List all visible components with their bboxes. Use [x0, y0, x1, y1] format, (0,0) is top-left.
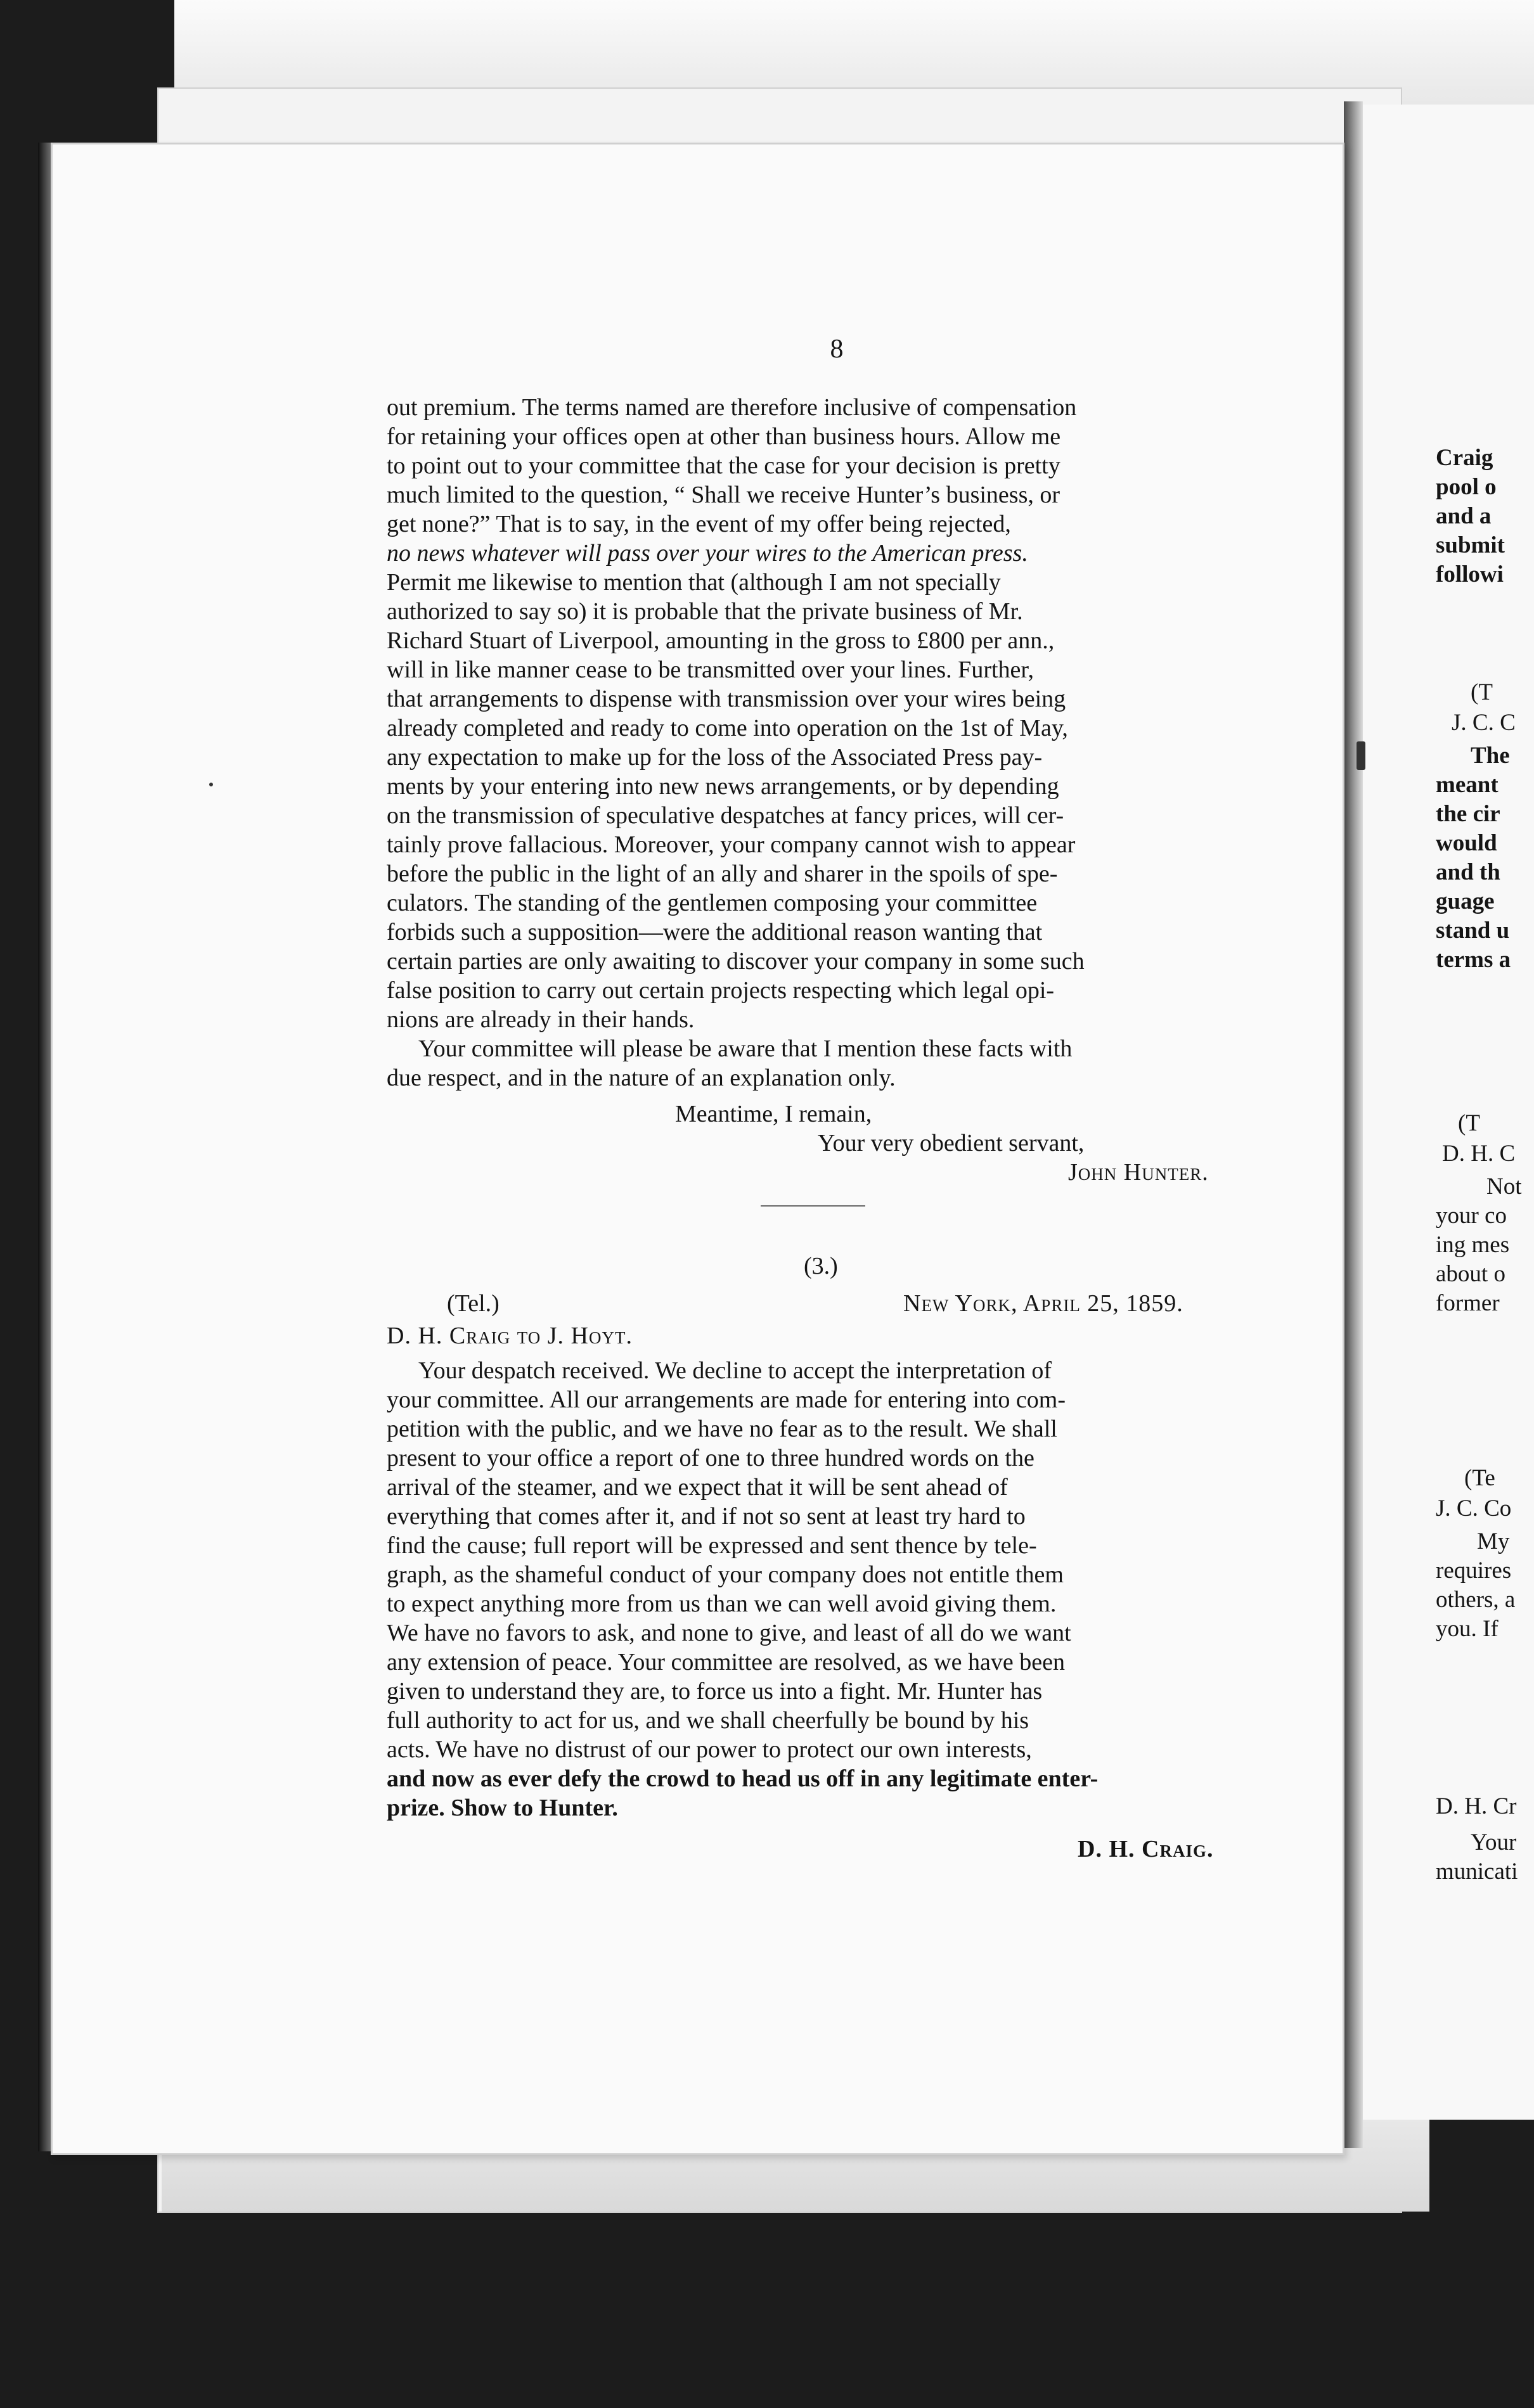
paper-speck [209, 783, 213, 786]
right-fragment-10: the cir [1436, 801, 1500, 827]
telegram-line-15: and now as ever defy the crowd to head us off in any legitimate enter- [387, 1765, 1099, 1792]
letter-line-1: out premium. The terms named are therefore inclusive of compensation [387, 394, 1077, 421]
letter-line-4: much limited to the question, “ Shall we receive Hunter’s business, or [387, 482, 1060, 508]
right-fragment-8: The [1471, 743, 1510, 769]
telegram-line-5: arrival of the steamer, and we expect that it will be sent ahead of [387, 1474, 1008, 1501]
right-fragment-2: pool o [1436, 474, 1497, 500]
telegram-signature: D. H. Craig. [1078, 1836, 1214, 1862]
letter-closing-1: Meantime, I remain, [675, 1101, 872, 1127]
telegram-type: (Tel.) [447, 1290, 500, 1317]
right-fragment-4: submit [1436, 532, 1505, 558]
binding-mark [1357, 741, 1365, 770]
telegram-line-6: everything that comes after it, and if not so sent at least try hard to [387, 1503, 1026, 1530]
telegram-line-16: prize. Show to Hunter. [387, 1795, 618, 1821]
letter-line-14: ments by your entering into new news arrangements, or by depending [387, 773, 1059, 800]
right-fragment-6: (T [1471, 679, 1493, 705]
letter-body [387, 393, 1284, 1092]
right-fragment-29: D. H. Cr [1436, 1793, 1517, 1819]
right-fragment-1: Craig [1436, 445, 1493, 471]
right-fragment-28: you. If [1436, 1616, 1499, 1642]
right-fragment-26: requires [1436, 1558, 1512, 1584]
right-fragment-15: terms a [1436, 947, 1511, 973]
right-fragment-31: municati [1436, 1859, 1518, 1885]
right-fragment-18: Not [1486, 1174, 1522, 1200]
right-fragment-11: would [1436, 830, 1497, 856]
letter-line-5: get none?” That is to say, in the event of my offer being rejected, [387, 511, 1011, 537]
left-scan-shadow [38, 143, 51, 2151]
letter-signature: John Hunter. [1068, 1159, 1209, 1186]
letter-line-10: will in like manner cease to be transmitted over your lines. Further, [387, 656, 1034, 683]
telegram-number: (3.) [804, 1253, 838, 1279]
right-fragment-21: about o [1436, 1261, 1505, 1287]
right-fragment-20: ing mes [1436, 1232, 1510, 1258]
letter-line-6: no news whatever will pass over your wires to the American press. [387, 540, 1028, 567]
letter-line-15: on the transmission of speculative despatches at fancy prices, will cer- [387, 802, 1064, 829]
letter-line-20: certain parties are only awaiting to discover your company in some such [387, 948, 1085, 975]
telegram-line-10: We have no favors to ask, and none to give, and least of all do we want [387, 1620, 1071, 1646]
right-fragment-19: your co [1436, 1203, 1507, 1229]
telegram-line-3: petition with the public, and we have no fear as to the result. We shall [387, 1416, 1057, 1442]
right-fragment-12: and th [1436, 859, 1500, 885]
right-fragment-7: J. C. C [1452, 710, 1516, 736]
letter-line-7: Permit me likewise to mention that (although I am not specially [387, 569, 1001, 596]
telegram-body [387, 1356, 1284, 1822]
telegram-line-4: present to your office a report of one to three hundred words on the [387, 1445, 1034, 1471]
right-fragment-25: My [1477, 1528, 1510, 1554]
telegram-line-11: any extension of peace. Your committee are resolved, as we have been [387, 1649, 1065, 1675]
right-fragment-27: others, a [1436, 1587, 1516, 1613]
telegram-line-9: to expect anything more from us than we can well avoid giving them. [387, 1591, 1057, 1617]
telegram-line-14: acts. We have no distrust of our power to protect our own interests, [387, 1736, 1032, 1763]
telegram-line-8: graph, as the shameful conduct of your company does not entitle them [387, 1561, 1064, 1588]
telegram-line-12: given to understand they are, to force us into a fight. Mr. Hunter has [387, 1678, 1043, 1705]
letter-line-18: culators. The standing of the gentlemen composing your committee [387, 890, 1038, 916]
right-fragment-16: (T [1458, 1110, 1480, 1136]
page-fold-shadow [1344, 101, 1363, 2148]
right-fragment-17: D. H. C [1442, 1141, 1516, 1167]
letter-line-23: Your committee will please be aware that I mention these facts with [418, 1035, 1073, 1062]
right-fragment-3: and a [1436, 503, 1492, 529]
telegram-line-1: Your despatch received. We decline to accept the interpretation of [418, 1357, 1052, 1384]
letter-line-24: due respect, and in the nature of an explanation only. [387, 1065, 896, 1091]
right-fragment-14: stand u [1436, 918, 1510, 944]
telegram-place-date: New York, April 25, 1859. [903, 1290, 1183, 1317]
letter-line-19: forbids such a supposition—were the additional reason wanting that [387, 919, 1043, 945]
letter-line-11: that arrangements to dispense with transmission over your wires being [387, 686, 1066, 712]
right-fragment-9: meant [1436, 772, 1499, 798]
right-fragment-23: (Te [1464, 1465, 1495, 1491]
letter-line-17: before the public in the light of an ally and sharer in the spoils of spe- [387, 861, 1058, 887]
telegram-heading: D. H. Craig to J. Hoyt. [387, 1322, 633, 1349]
letter-closing-2: Your very obedient servant, [818, 1130, 1085, 1156]
letter-line-12: already completed and ready to come into operation on the 1st of May, [387, 715, 1068, 741]
page-number: 8 [830, 335, 844, 364]
letter-line-8: authorized to say so) it is probable that the private business of Mr. [387, 598, 1023, 625]
letter-line-13: any expectation to make up for the loss of the Associated Press pay- [387, 744, 1043, 771]
right-fragment-22: former [1436, 1290, 1500, 1316]
telegram-line-13: full authority to act for us, and we shall cheerfully be bound by his [387, 1707, 1029, 1734]
right-fragment-30: Your [1471, 1829, 1517, 1855]
telegram-line-2: your committee. All our arrangements are made for entering into com- [387, 1387, 1066, 1413]
telegram-line-7: find the cause; full report will be expressed and sent thence by tele- [387, 1532, 1037, 1559]
letter-line-21: false position to carry out certain projects respecting which legal opi- [387, 977, 1055, 1004]
section-divider [761, 1205, 865, 1207]
right-fragment-13: guage [1436, 888, 1495, 914]
letter-line-3: to point out to your committee that the case for your decision is pretty [387, 452, 1060, 479]
right-fragment-24: J. C. Co [1436, 1495, 1512, 1521]
letter-line-16: tainly prove fallacious. Moreover, your company cannot wish to appear [387, 831, 1076, 858]
right-fragment-5: followi [1436, 561, 1504, 587]
letter-line-2: for retaining your offices open at other than business hours. Allow me [387, 423, 1061, 450]
letter-line-22: nions are already in their hands. [387, 1006, 695, 1033]
letter-line-9: Richard Stuart of Liverpool, amounting in the gross to £800 per ann., [387, 627, 1055, 654]
